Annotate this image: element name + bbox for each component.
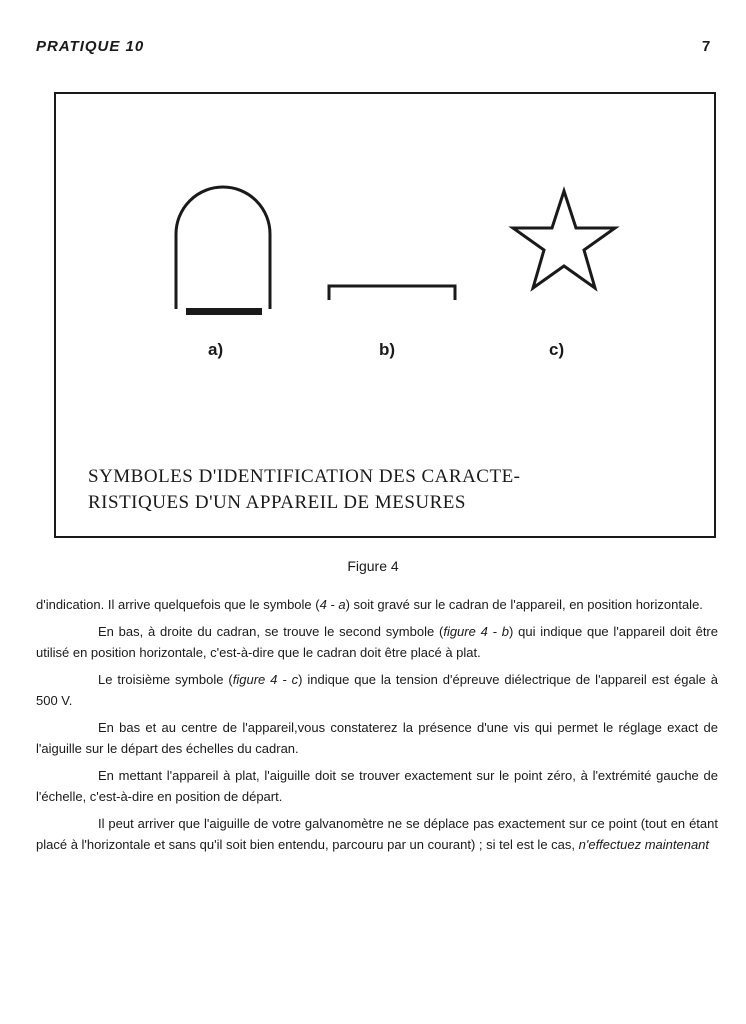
paragraph-5: En mettant l'appareil à plat, l'aiguille doit se trouver exactement sur le point zéro, à l'extrémité gauche de l'échelle, c'est-à-dire en position de départ.: [36, 768, 718, 804]
figure-title: Figure 4: [347, 558, 399, 574]
paragraph-6: Il peut arriver que l'aiguille de votre galvanomètre ne se déplace pas exactement sur ce point (tout en étant placé à l'horizontale et sans qu'il soit bien entendu, parcouru par un courant) ; si tel est le cas, n'effectuez maintenant: [36, 816, 718, 852]
body-text: [36, 594, 718, 861]
paragraph-4: En bas et au centre de l'appareil,vous constaterez la présence d'une vis qui permet le réglage exact de l'aiguille sur le départ des échelles du cadran.: [36, 720, 718, 756]
page-number: 7: [702, 38, 711, 55]
figure-box: [54, 92, 716, 538]
symbol-c-label: c): [549, 340, 565, 359]
paragraph-1: d'indication. Il arrive quelquefois que le symbole (4 - a) soit gravé sur le cadran de l'appareil, en position horizontale.: [36, 597, 703, 612]
figure-box-caption-line1: SYMBOLES D'IDENTIFICATION DES CARACTE-: [88, 466, 521, 487]
symbol-b-icon: [329, 286, 455, 300]
symbol-a-label: a): [208, 340, 224, 359]
figure-box-caption-line2: RISTIQUES D'UN APPAREIL DE MESURES: [88, 492, 466, 513]
symbol-c-icon: [513, 191, 615, 288]
figure-box-caption: [88, 464, 521, 516]
paragraph-3: Le troisième symbole (figure 4 - c) indique que la tension d'épreuve diélectrique de l'appareil est égale à 500 V.: [36, 672, 718, 708]
running-title: PRATIQUE 10: [36, 38, 145, 55]
symbol-b-label: b): [379, 340, 396, 359]
symbol-a-icon: [176, 187, 270, 315]
paragraph-2: En bas, à droite du cadran, se trouve le second symbole (figure 4 - b) qui indique que l'appareil doit être utilisé en position horizontale, c'est-à-dire que le cadran doit être placé à plat.: [36, 624, 718, 660]
